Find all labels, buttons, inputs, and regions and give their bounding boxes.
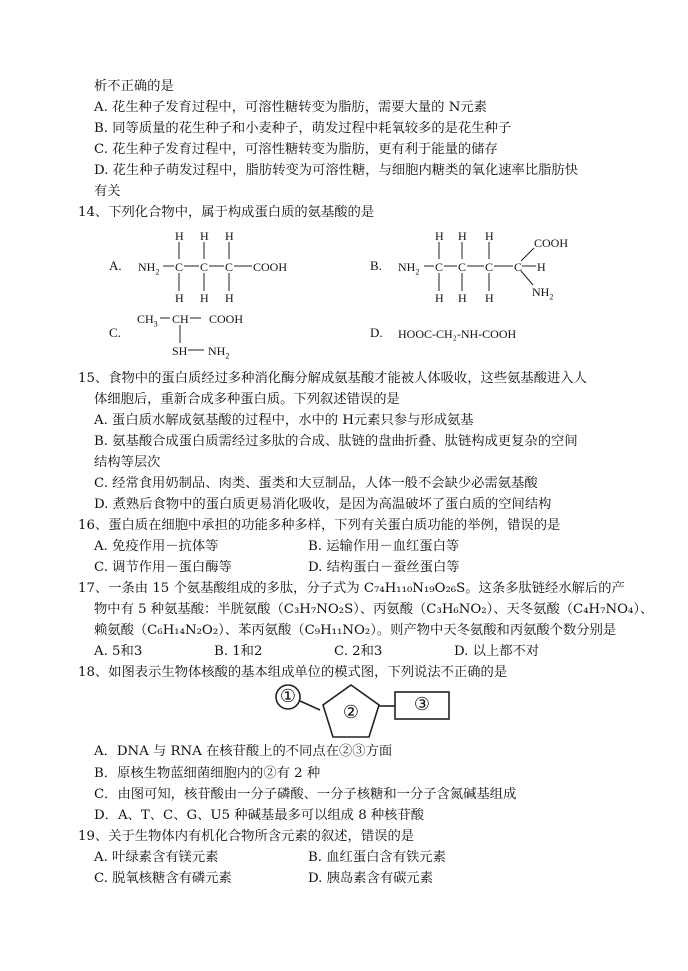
q15-option-b-line2: 结构等层次 [94,455,161,470]
q15-option-c: C. 经常食用奶制品、肉类、蛋类和大豆制品，人体一般不会缺少必需氨基酸 [94,476,538,491]
q14-b-c3: C [485,260,494,274]
q14-b-h: H [485,291,494,305]
q17-stem-line2: 物中有 5 种氨基酸：半胱氨酸（C₃H₇NO₂S）、丙氨酸（C₃H₆NO₂）、天冬氨酸（C₄H₇NO₄）、 [94,602,654,617]
q13-option-a: A. 花生种子发育过程中，可溶性糖转变为脂肪，需要大量的 N元素 [94,100,487,115]
q14-c-nh2: $NH_2$ [208,344,230,361]
q17-option-c: C. 2和3 [334,644,383,659]
q17-option-a: A. 5和3 [94,644,143,659]
q13-option-d-line2: 有关 [94,184,121,199]
q14-b-cooh: COOH [534,236,569,250]
q14-b-h: H [435,291,444,305]
q14-a-c1: C [175,260,184,274]
q14-label-c: C. [109,325,121,340]
q18-option-c: C．由图可知，核苷酸由一分子磷酸、一分子核糖和一分子含氮碱基组成 [94,787,517,802]
q14-b-c1: C [435,260,444,274]
q14-c-cooh: COOH [209,312,244,326]
q14-a-nh2: $NH_2$ [138,260,160,277]
q14-a-h: H [225,229,234,243]
q19-option-d: D. 胰岛素含有碳元素 [308,871,434,886]
q16-stem: 16、蛋白质在细胞中承担的功能多种多样，下列有关蛋白质功能的举例，错误的是 [78,518,561,533]
q17-stem-line3: 赖氨酸（C₆H₁₄N₂O₂）、苯丙氨酸（C₉H₁₁NO₂）。则产物中天冬氨酸和丙氨酸个数分别是 [94,623,617,638]
q13-stem-tail: 析不正确的是 [94,79,174,94]
q17-stem-line1: 17、一条由 15 个氨基酸组成的多肽，分子式为 C₇₄H₁₁₀N₁₉O₂₆S。这条多肽链经水解后的产 [78,581,625,596]
q13-option-d-line1: D. 花生种子萌发过程中，脂肪转变为可溶性糖，与细胞内糖类的氧化速率比脂肪快 [94,163,579,178]
q14-a-h: H [200,229,209,243]
q14-c-ch: CH [172,312,189,326]
q15-option-d: D. 煮熟后食物中的蛋白质更易消化吸收，是因为高温破坏了蛋白质的空间结构 [94,497,552,512]
q16-option-c: C. 调节作用－蛋白酶等 [94,560,232,575]
q15-stem-line1: 15、食物中的蛋白质经过多种消化酶分解成氨基酸才能被人体吸收，这些氨基酸进入人 [78,371,587,386]
q14-b-c4: C [514,260,523,274]
q14-a-h: H [175,229,184,243]
q14-a-c3: C [225,260,234,274]
q14-b-h: H [458,291,467,305]
q17-option-d: D. 以上都不对 [454,644,540,659]
q19-option-a: A. 叶绿素含有镁元素 [94,850,219,865]
q19-option-c: C. 脱氧核糖含有磷元素 [94,871,232,886]
q14-a-c2: C [200,260,209,274]
q14-label-b: B. [370,258,382,273]
pentose-label: ② [342,702,360,723]
phosphate-label: ① [279,686,297,707]
q15-option-b-line1: B. 氨基酸合成蛋白质需经过多肽的合成、肽链的盘曲折叠、肽链构成更复杂的空间 [94,434,578,449]
q14-b-h-right: H [537,260,546,274]
q14-label-d: D. [370,325,383,340]
q15-stem-line2: 体细胞后，重新合成多种蛋白质。下列叙述错误的是 [94,392,400,407]
q14-b-h: H [458,229,467,243]
q13-option-b: B. 同等质量的花生种子和小麦种子，萌发过程中耗氧较多的是花生种子 [94,121,512,136]
q16-option-d: D. 结构蛋白－蚕丝蛋白等 [308,560,460,575]
q18-option-b: B．原核生物蓝细菌细胞内的②有 2 种 [94,766,321,781]
q14-c-sh: SH [172,344,188,358]
q14-b-c2: C [458,260,467,274]
q18-stem: 18、如图表示生物体核酸的基本组成单位的模式图，下列说法不正确的是 [78,665,508,680]
q14-a-cooh: COOH [253,260,288,274]
q19-option-b: B. 血红蛋白含有铁元素 [308,850,446,865]
q14-c-ch3: $CH_3$ [137,312,158,329]
q16-option-b: B. 运输作用－血红蛋白等 [308,539,460,554]
q13-option-c: C. 花生种子发育过程中，可溶性糖转变为脂肪，更有利于能量的储存 [94,142,498,157]
q18-option-d: D．A、T、C、G、U5 种碱基最多可以组成 8 种核苷酸 [94,808,425,823]
q14-d-formula: HOOC-CH₂-NH-COOH [398,327,517,341]
q18-option-a: A．DNA 与 RNA 在核苷酸上的不同点在②③方面 [94,744,393,759]
q14-b-nh2-lower: $NH_2$ [532,285,554,302]
q15-option-a: A. 蛋白质水解成氨基酸的过程中，水中的 H元素只参与形成氨基 [94,413,474,428]
q17-option-b: B. 1和2 [214,644,263,659]
q14-label-a: A. [109,258,122,273]
q14-a-h: H [225,291,234,305]
q14-b-nh2: $NH_2$ [398,260,420,277]
q14-b-h: H [485,229,494,243]
q19-stem: 19、关于生物体内有机化合物所含元素的叙述，错误的是 [78,829,415,844]
q14-b-h: H [435,229,444,243]
q14-a-h: H [200,291,209,305]
q16-option-a: A. 免疫作用－抗体等 [94,539,219,554]
base-label: ③ [413,694,431,715]
q14-a-h: H [175,291,184,305]
q14-stem: 14、下列化合物中，属于构成蛋白质的氨基酸的是 [78,205,375,220]
